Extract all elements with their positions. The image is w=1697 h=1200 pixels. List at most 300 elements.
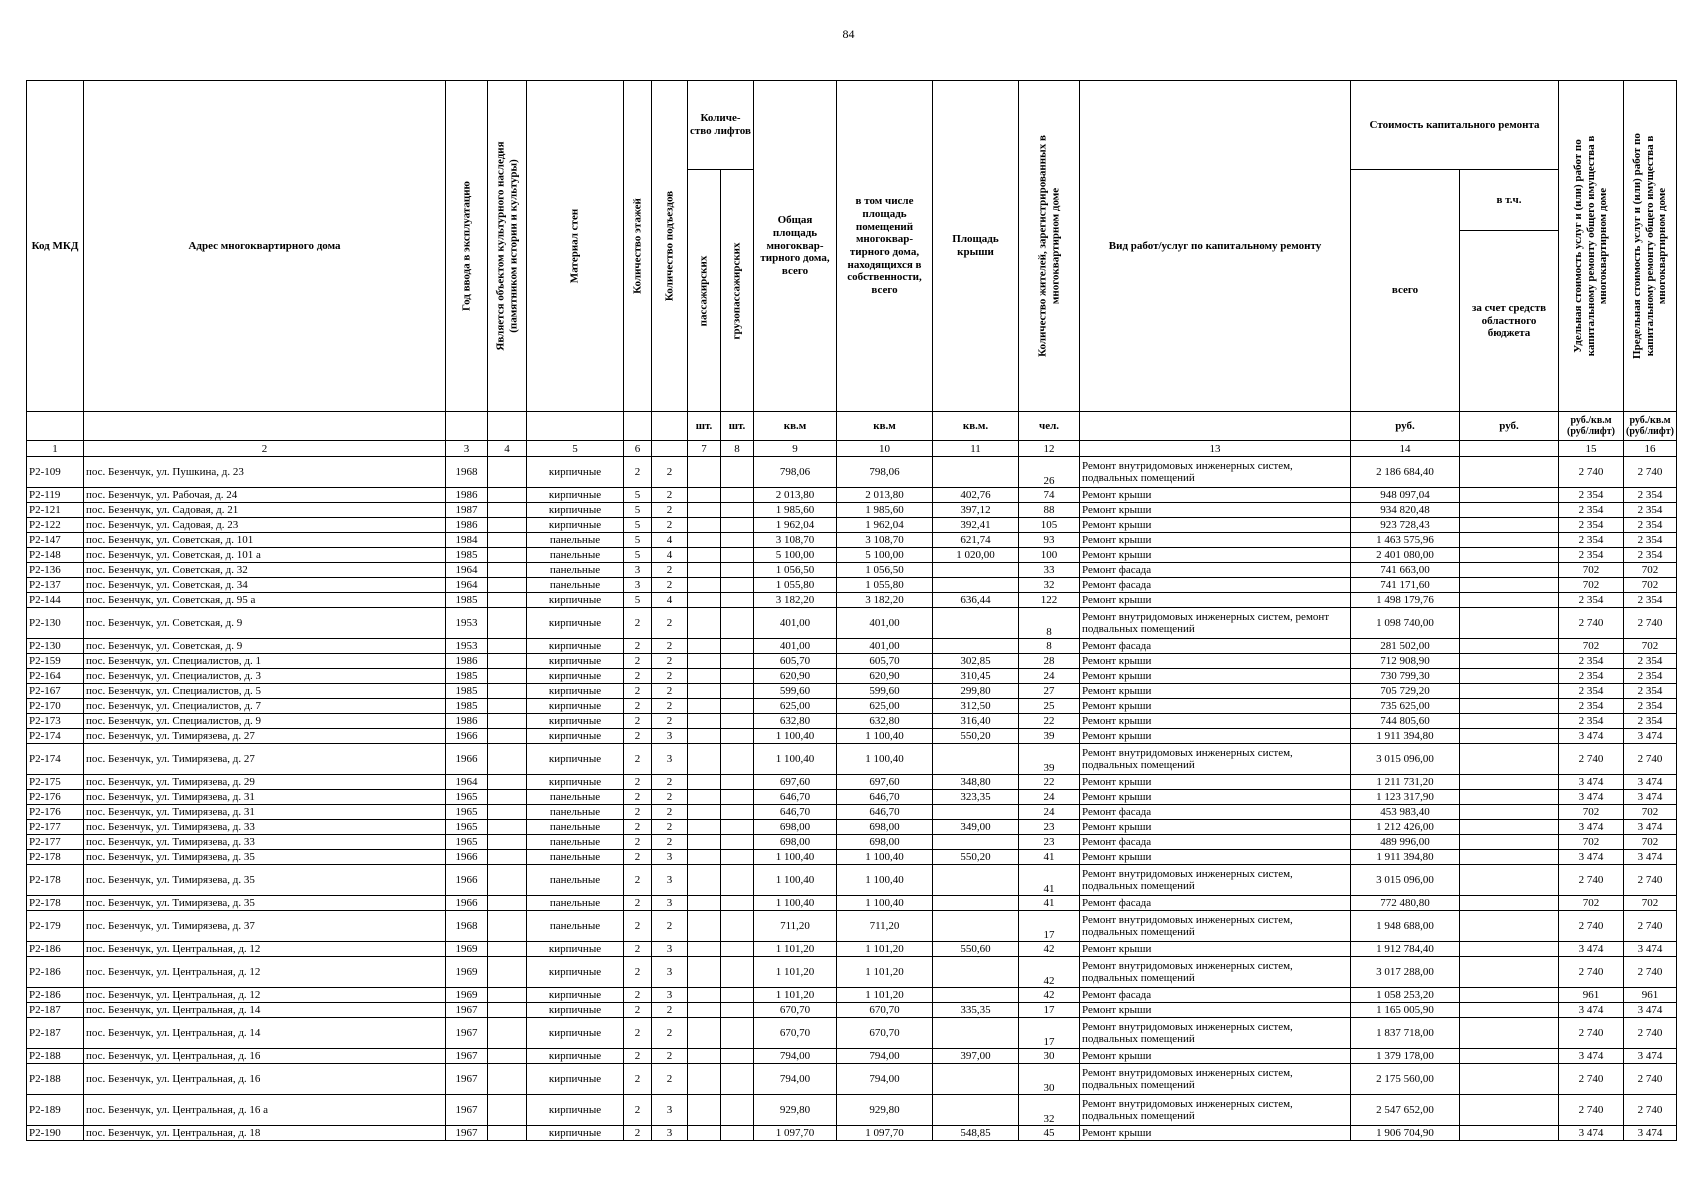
cell-roof-area: [933, 911, 1019, 942]
cell-unit-cost: 702: [1559, 835, 1624, 850]
cell-lifts-pass: [688, 608, 721, 639]
cell-address: пос. Безенчук, ул. Центральная, д. 14: [84, 1003, 446, 1018]
cell-entrances: 2: [652, 669, 688, 684]
cell-walls: кирпичные: [527, 1126, 624, 1141]
table-row: [27, 457, 1677, 488]
cell-address: пос. Безенчук, ул. Тимирязева, д. 35: [84, 865, 446, 896]
cell-cost-regional: [1460, 684, 1559, 699]
cell-heritage: [488, 518, 527, 533]
cell-roof-area: [933, 805, 1019, 820]
cell-cost-regional: [1460, 790, 1559, 805]
header-floors: Количество этажей: [624, 81, 652, 412]
cell-walls: панельные: [527, 820, 624, 835]
cell-entrances: 2: [652, 639, 688, 654]
cell-walls: панельные: [527, 578, 624, 593]
cell-heritage: [488, 865, 527, 896]
cell-roof-area: [933, 957, 1019, 988]
cell-walls: панельные: [527, 865, 624, 896]
cell-unit-cost: 2 740: [1559, 1018, 1624, 1049]
cell-heritage: [488, 548, 527, 563]
cell-walls: панельные: [527, 533, 624, 548]
cell-owned-area: 5 100,00: [837, 548, 933, 563]
cell-address: пос. Безенчук, ул. Специалистов, д. 1: [84, 654, 446, 669]
header-unit-cost: Удельная стоимость услуг и (или) работ по капитальному ремонту общего имущества в многоквартирном доме: [1559, 81, 1624, 412]
unit-cost-regional: руб.: [1460, 412, 1559, 441]
cell-lifts-cargo: [721, 563, 754, 578]
cell-kod: Р2-178: [27, 896, 84, 911]
cell-cost-total: 3 015 096,00: [1351, 865, 1460, 896]
cell-entrances: 2: [652, 488, 688, 503]
cell-limit-cost: 2 740: [1624, 957, 1677, 988]
cell-work-type: Ремонт фасада: [1080, 805, 1351, 820]
cell-cost-regional: [1460, 865, 1559, 896]
cell-residents: 24: [1019, 790, 1080, 805]
cell-heritage: [488, 729, 527, 744]
cell-heritage: [488, 835, 527, 850]
cell-owned-area: 3 182,20: [837, 593, 933, 608]
cell-lifts-pass: [688, 1003, 721, 1018]
cell-cost-total: 1 948 688,00: [1351, 911, 1460, 942]
cell-total-area: 794,00: [754, 1049, 837, 1064]
cell-unit-cost: 702: [1559, 805, 1624, 820]
cell-work-type: Ремонт крыши: [1080, 790, 1351, 805]
cell-residents: 28: [1019, 654, 1080, 669]
cell-total-area: 1 101,20: [754, 988, 837, 1003]
cell-work-type: Ремонт внутридомовых инженерных систем, подвальных помещений: [1080, 457, 1351, 488]
cell-limit-cost: 3 474: [1624, 850, 1677, 865]
capital-repair-table: [26, 80, 1677, 1141]
cell-heritage: [488, 699, 527, 714]
cell-floors: 2: [624, 1095, 652, 1126]
cell-work-type: Ремонт крыши: [1080, 714, 1351, 729]
cell-limit-cost: 2 740: [1624, 1018, 1677, 1049]
cell-lifts-pass: [688, 699, 721, 714]
cell-year: 1967: [446, 1126, 488, 1141]
cell-address: пос. Безенчук, ул. Тимирязева, д. 31: [84, 790, 446, 805]
cell-address: пос. Безенчук, ул. Специалистов, д. 3: [84, 669, 446, 684]
cell-unit-cost: 2 354: [1559, 548, 1624, 563]
table-row: [27, 608, 1677, 639]
cell-total-area: 5 100,00: [754, 548, 837, 563]
cell-residents: 88: [1019, 503, 1080, 518]
cell-unit-cost: 2 740: [1559, 608, 1624, 639]
cell-year: 1969: [446, 988, 488, 1003]
cell-entrances: 2: [652, 1018, 688, 1049]
cell-year: 1967: [446, 1064, 488, 1095]
cell-address: пос. Безенчук, ул. Центральная, д. 16 а: [84, 1095, 446, 1126]
cell-address: пос. Безенчук, ул. Тимирязева, д. 33: [84, 820, 446, 835]
cell-cost-total: 1 837 718,00: [1351, 1018, 1460, 1049]
cell-kod: Р2-109: [27, 457, 84, 488]
cell-floors: 2: [624, 608, 652, 639]
cell-limit-cost: 2 354: [1624, 714, 1677, 729]
cell-lifts-cargo: [721, 896, 754, 911]
cell-residents: 23: [1019, 820, 1080, 835]
cell-year: 1967: [446, 1049, 488, 1064]
cell-work-type: Ремонт внутридомовых инженерных систем, подвальных помещений: [1080, 865, 1351, 896]
table-row: [27, 865, 1677, 896]
cell-lifts-cargo: [721, 1049, 754, 1064]
cell-year: 1964: [446, 578, 488, 593]
cell-owned-area: 1 055,80: [837, 578, 933, 593]
header-lifts-pass: пассажирских: [688, 170, 721, 412]
cell-cost-total: 744 805,60: [1351, 714, 1460, 729]
cell-walls: панельные: [527, 850, 624, 865]
cell-address: пос. Безенчук, ул. Советская, д. 95 а: [84, 593, 446, 608]
cell-address: пос. Безенчук, ул. Тимирязева, д. 37: [84, 911, 446, 942]
cell-total-area: 1 985,60: [754, 503, 837, 518]
table-row: [27, 714, 1677, 729]
cell-heritage: [488, 593, 527, 608]
cell-work-type: Ремонт внутридомовых инженерных систем, подвальных помещений: [1080, 957, 1351, 988]
cell-cost-total: 948 097,04: [1351, 488, 1460, 503]
cell-floors: 2: [624, 865, 652, 896]
cell-limit-cost: 3 474: [1624, 790, 1677, 805]
cell-owned-area: 632,80: [837, 714, 933, 729]
cell-floors: 2: [624, 790, 652, 805]
cell-year: 1966: [446, 729, 488, 744]
cell-residents: 42: [1019, 988, 1080, 1003]
cell-total-area: 1 101,20: [754, 957, 837, 988]
cell-unit-cost: 2 354: [1559, 488, 1624, 503]
column-number: [1460, 441, 1559, 457]
cell-limit-cost: 2 354: [1624, 503, 1677, 518]
cell-walls: панельные: [527, 790, 624, 805]
cell-lifts-cargo: [721, 942, 754, 957]
cell-cost-regional: [1460, 775, 1559, 790]
cell-floors: 2: [624, 911, 652, 942]
cell-cost-total: 1 123 317,90: [1351, 790, 1460, 805]
cell-kod: Р2-159: [27, 654, 84, 669]
cell-entrances: 3: [652, 850, 688, 865]
cell-entrances: 2: [652, 805, 688, 820]
cell-kod: Р2-174: [27, 729, 84, 744]
cell-entrances: 2: [652, 699, 688, 714]
cell-cost-total: 2 175 560,00: [1351, 1064, 1460, 1095]
cell-heritage: [488, 503, 527, 518]
cell-roof-area: 621,74: [933, 533, 1019, 548]
cell-cost-total: 1 058 253,20: [1351, 988, 1460, 1003]
cell-cost-total: 3 017 288,00: [1351, 957, 1460, 988]
cell-owned-area: 2 013,80: [837, 488, 933, 503]
cell-unit-cost: 2 354: [1559, 518, 1624, 533]
cell-total-area: 620,90: [754, 669, 837, 684]
cell-total-area: 1 100,40: [754, 744, 837, 775]
table-row: [27, 805, 1677, 820]
cell-walls: кирпичные: [527, 1018, 624, 1049]
cell-cost-regional: [1460, 744, 1559, 775]
cell-cost-regional: [1460, 639, 1559, 654]
cell-lifts-pass: [688, 729, 721, 744]
cell-lifts-cargo: [721, 1003, 754, 1018]
cell-heritage: [488, 790, 527, 805]
cell-walls: кирпичные: [527, 457, 624, 488]
cell-lifts-pass: [688, 957, 721, 988]
cell-address: пос. Безенчук, ул. Центральная, д. 12: [84, 988, 446, 1003]
cell-residents: 17: [1019, 911, 1080, 942]
cell-limit-cost: 2 354: [1624, 654, 1677, 669]
cell-work-type: Ремонт фасада: [1080, 988, 1351, 1003]
cell-limit-cost: 2 354: [1624, 533, 1677, 548]
cell-kod: Р2-175: [27, 775, 84, 790]
cell-floors: 5: [624, 533, 652, 548]
cell-year: 1966: [446, 865, 488, 896]
cell-roof-area: [933, 1095, 1019, 1126]
column-number: [652, 441, 688, 457]
cell-walls: кирпичные: [527, 1064, 624, 1095]
cell-roof-area: [933, 563, 1019, 578]
cell-total-area: 698,00: [754, 820, 837, 835]
table-row: [27, 563, 1677, 578]
cell-residents: 45: [1019, 1126, 1080, 1141]
cell-kod: Р2-189: [27, 1095, 84, 1126]
cell-lifts-cargo: [721, 729, 754, 744]
cell-lifts-pass: [688, 835, 721, 850]
cell-entrances: 2: [652, 518, 688, 533]
cell-entrances: 4: [652, 533, 688, 548]
cell-heritage: [488, 533, 527, 548]
cell-work-type: Ремонт фасада: [1080, 835, 1351, 850]
cell-total-area: 646,70: [754, 805, 837, 820]
cell-cost-total: 1 165 005,90: [1351, 1003, 1460, 1018]
cell-residents: 8: [1019, 639, 1080, 654]
table-row: [27, 1003, 1677, 1018]
cell-heritage: [488, 850, 527, 865]
cell-owned-area: 646,70: [837, 790, 933, 805]
cell-owned-area: 1 100,40: [837, 729, 933, 744]
cell-work-type: Ремонт внутридомовых инженерных систем, подвальных помещений: [1080, 1018, 1351, 1049]
table-row: [27, 639, 1677, 654]
cell-unit-cost: 2 354: [1559, 593, 1624, 608]
cell-entrances: 3: [652, 744, 688, 775]
header-cost-total: всего: [1351, 170, 1460, 412]
cell-lifts-cargo: [721, 699, 754, 714]
cell-owned-area: 1 097,70: [837, 1126, 933, 1141]
cell-cost-regional: [1460, 563, 1559, 578]
table-row: [27, 1126, 1677, 1141]
cell-owned-area: 599,60: [837, 684, 933, 699]
column-number: 16: [1624, 441, 1677, 457]
cell-lifts-pass: [688, 988, 721, 1003]
cell-kod: Р2-177: [27, 835, 84, 850]
cell-limit-cost: 2 354: [1624, 669, 1677, 684]
cell-unit-cost: 2 354: [1559, 654, 1624, 669]
cell-lifts-cargo: [721, 488, 754, 503]
cell-unit-cost: 3 474: [1559, 820, 1624, 835]
cell-cost-total: 730 799,30: [1351, 669, 1460, 684]
cell-address: пос. Безенчук, ул. Тимирязева, д. 31: [84, 805, 446, 820]
cell-address: пос. Безенчук, ул. Тимирязева, д. 35: [84, 850, 446, 865]
cell-limit-cost: 3 474: [1624, 820, 1677, 835]
cell-floors: 2: [624, 988, 652, 1003]
cell-total-area: 1 055,80: [754, 578, 837, 593]
cell-heritage: [488, 608, 527, 639]
cell-cost-regional: [1460, 503, 1559, 518]
cell-cost-total: 453 983,40: [1351, 805, 1460, 820]
cell-owned-area: 929,80: [837, 1095, 933, 1126]
cell-cost-regional: [1460, 820, 1559, 835]
cell-roof-area: 310,45: [933, 669, 1019, 684]
header-kod: Код МКД: [27, 81, 84, 412]
cell-lifts-pass: [688, 1095, 721, 1126]
cell-cost-total: 281 502,00: [1351, 639, 1460, 654]
cell-residents: 30: [1019, 1049, 1080, 1064]
cell-roof-area: 323,35: [933, 790, 1019, 805]
cell-address: пос. Безенчук, ул. Советская, д. 34: [84, 578, 446, 593]
cell-heritage: [488, 488, 527, 503]
cell-cost-regional: [1460, 729, 1559, 744]
column-number-row: [27, 441, 1677, 457]
cell-kod: Р2-188: [27, 1049, 84, 1064]
cell-entrances: 2: [652, 578, 688, 593]
cell-owned-area: 1 101,20: [837, 988, 933, 1003]
cell-lifts-cargo: [721, 820, 754, 835]
cell-cost-total: 741 663,00: [1351, 563, 1460, 578]
cell-residents: 32: [1019, 578, 1080, 593]
cell-year: 1985: [446, 669, 488, 684]
cell-unit-cost: 2 354: [1559, 714, 1624, 729]
cell-roof-area: [933, 578, 1019, 593]
cell-cost-regional: [1460, 805, 1559, 820]
cell-lifts-cargo: [721, 1018, 754, 1049]
cell-cost-regional: [1460, 988, 1559, 1003]
cell-floors: 2: [624, 729, 652, 744]
cell-kod: Р2-176: [27, 790, 84, 805]
cell-limit-cost: 3 474: [1624, 1126, 1677, 1141]
cell-unit-cost: 3 474: [1559, 1049, 1624, 1064]
cell-lifts-cargo: [721, 548, 754, 563]
cell-entrances: 2: [652, 457, 688, 488]
cell-lifts-cargo: [721, 790, 754, 805]
cell-lifts-cargo: [721, 1064, 754, 1095]
cell-floors: 2: [624, 1049, 652, 1064]
table-row: [27, 820, 1677, 835]
column-number: 12: [1019, 441, 1080, 457]
cell-lifts-pass: [688, 533, 721, 548]
cell-year: 1966: [446, 850, 488, 865]
cell-walls: панельные: [527, 896, 624, 911]
cell-unit-cost: 3 474: [1559, 850, 1624, 865]
cell-residents: 25: [1019, 699, 1080, 714]
cell-entrances: 2: [652, 503, 688, 518]
cell-lifts-cargo: [721, 1126, 754, 1141]
cell-entrances: 2: [652, 684, 688, 699]
cell-unit-cost: 3 474: [1559, 775, 1624, 790]
cell-limit-cost: 2 354: [1624, 518, 1677, 533]
cell-work-type: Ремонт внутридомовых инженерных систем, ремонт подвальных помещений: [1080, 608, 1351, 639]
cell-cost-regional: [1460, 669, 1559, 684]
cell-work-type: Ремонт крыши: [1080, 669, 1351, 684]
cell-floors: 5: [624, 488, 652, 503]
cell-kod: Р2-178: [27, 850, 84, 865]
cell-cost-regional: [1460, 911, 1559, 942]
table-row: [27, 699, 1677, 714]
column-number: 5: [527, 441, 624, 457]
column-number: 8: [721, 441, 754, 457]
cell-kod: Р2-177: [27, 820, 84, 835]
cell-lifts-cargo: [721, 669, 754, 684]
cell-unit-cost: 3 474: [1559, 729, 1624, 744]
unit-limit-cost: руб./кв.м (руб/лифт): [1624, 412, 1677, 441]
cell-residents: 33: [1019, 563, 1080, 578]
column-number: 4: [488, 441, 527, 457]
cell-cost-regional: [1460, 488, 1559, 503]
table-row: [27, 835, 1677, 850]
cell-walls: кирпичные: [527, 1003, 624, 1018]
cell-residents: 42: [1019, 957, 1080, 988]
cell-kod: Р2-174: [27, 744, 84, 775]
table-row: [27, 1049, 1677, 1064]
cell-year: 1986: [446, 714, 488, 729]
cell-heritage: [488, 957, 527, 988]
cell-address: пос. Безенчук, ул. Специалистов, д. 5: [84, 684, 446, 699]
cell-kod: Р2-188: [27, 1064, 84, 1095]
cell-residents: 17: [1019, 1018, 1080, 1049]
cell-cost-total: 705 729,20: [1351, 684, 1460, 699]
cell-entrances: 3: [652, 865, 688, 896]
cell-cost-total: 2 401 080,00: [1351, 548, 1460, 563]
cell-cost-total: 772 480,80: [1351, 896, 1460, 911]
cell-walls: кирпичные: [527, 699, 624, 714]
cell-floors: 2: [624, 805, 652, 820]
cell-kod: Р2-167: [27, 684, 84, 699]
cell-kod: Р2-130: [27, 608, 84, 639]
cell-entrances: 4: [652, 593, 688, 608]
cell-cost-regional: [1460, 1064, 1559, 1095]
cell-limit-cost: 2 740: [1624, 1064, 1677, 1095]
cell-lifts-pass: [688, 820, 721, 835]
cell-total-area: 794,00: [754, 1064, 837, 1095]
cell-kod: Р2-144: [27, 593, 84, 608]
cell-floors: 2: [624, 654, 652, 669]
cell-limit-cost: 702: [1624, 563, 1677, 578]
cell-roof-area: 349,00: [933, 820, 1019, 835]
cell-roof-area: 636,44: [933, 593, 1019, 608]
cell-lifts-cargo: [721, 805, 754, 820]
cell-address: пос. Безенчук, ул. Советская, д. 101 а: [84, 548, 446, 563]
cell-total-area: 697,60: [754, 775, 837, 790]
cell-lifts-pass: [688, 488, 721, 503]
cell-unit-cost: 702: [1559, 896, 1624, 911]
cell-work-type: Ремонт крыши: [1080, 503, 1351, 518]
cell-work-type: Ремонт внутридомовых инженерных систем, подвальных помещений: [1080, 1064, 1351, 1095]
cell-unit-cost: 702: [1559, 563, 1624, 578]
cell-entrances: 2: [652, 1049, 688, 1064]
cell-kod: Р2-136: [27, 563, 84, 578]
cell-cost-total: 1 912 784,40: [1351, 942, 1460, 957]
cell-address: пос. Безенчук, ул. Советская, д. 32: [84, 563, 446, 578]
cell-address: пос. Безенчук, ул. Тимирязева, д. 35: [84, 896, 446, 911]
cell-owned-area: 1 101,20: [837, 942, 933, 957]
cell-cost-regional: [1460, 518, 1559, 533]
cell-limit-cost: 702: [1624, 896, 1677, 911]
cell-cost-total: 1 379 178,00: [1351, 1049, 1460, 1064]
cell-residents: 23: [1019, 835, 1080, 850]
cell-residents: 74: [1019, 488, 1080, 503]
cell-lifts-pass: [688, 805, 721, 820]
table-row: [27, 669, 1677, 684]
cell-roof-area: [933, 896, 1019, 911]
cell-roof-area: 550,20: [933, 729, 1019, 744]
cell-unit-cost: 2 354: [1559, 699, 1624, 714]
cell-work-type: Ремонт крыши: [1080, 699, 1351, 714]
cell-work-type: Ремонт крыши: [1080, 1003, 1351, 1018]
cell-cost-total: 3 015 096,00: [1351, 744, 1460, 775]
cell-residents: 26: [1019, 457, 1080, 488]
cell-cost-total: 1 911 394,80: [1351, 850, 1460, 865]
cell-total-area: 3 182,20: [754, 593, 837, 608]
unit-cargo: шт.: [721, 412, 754, 441]
